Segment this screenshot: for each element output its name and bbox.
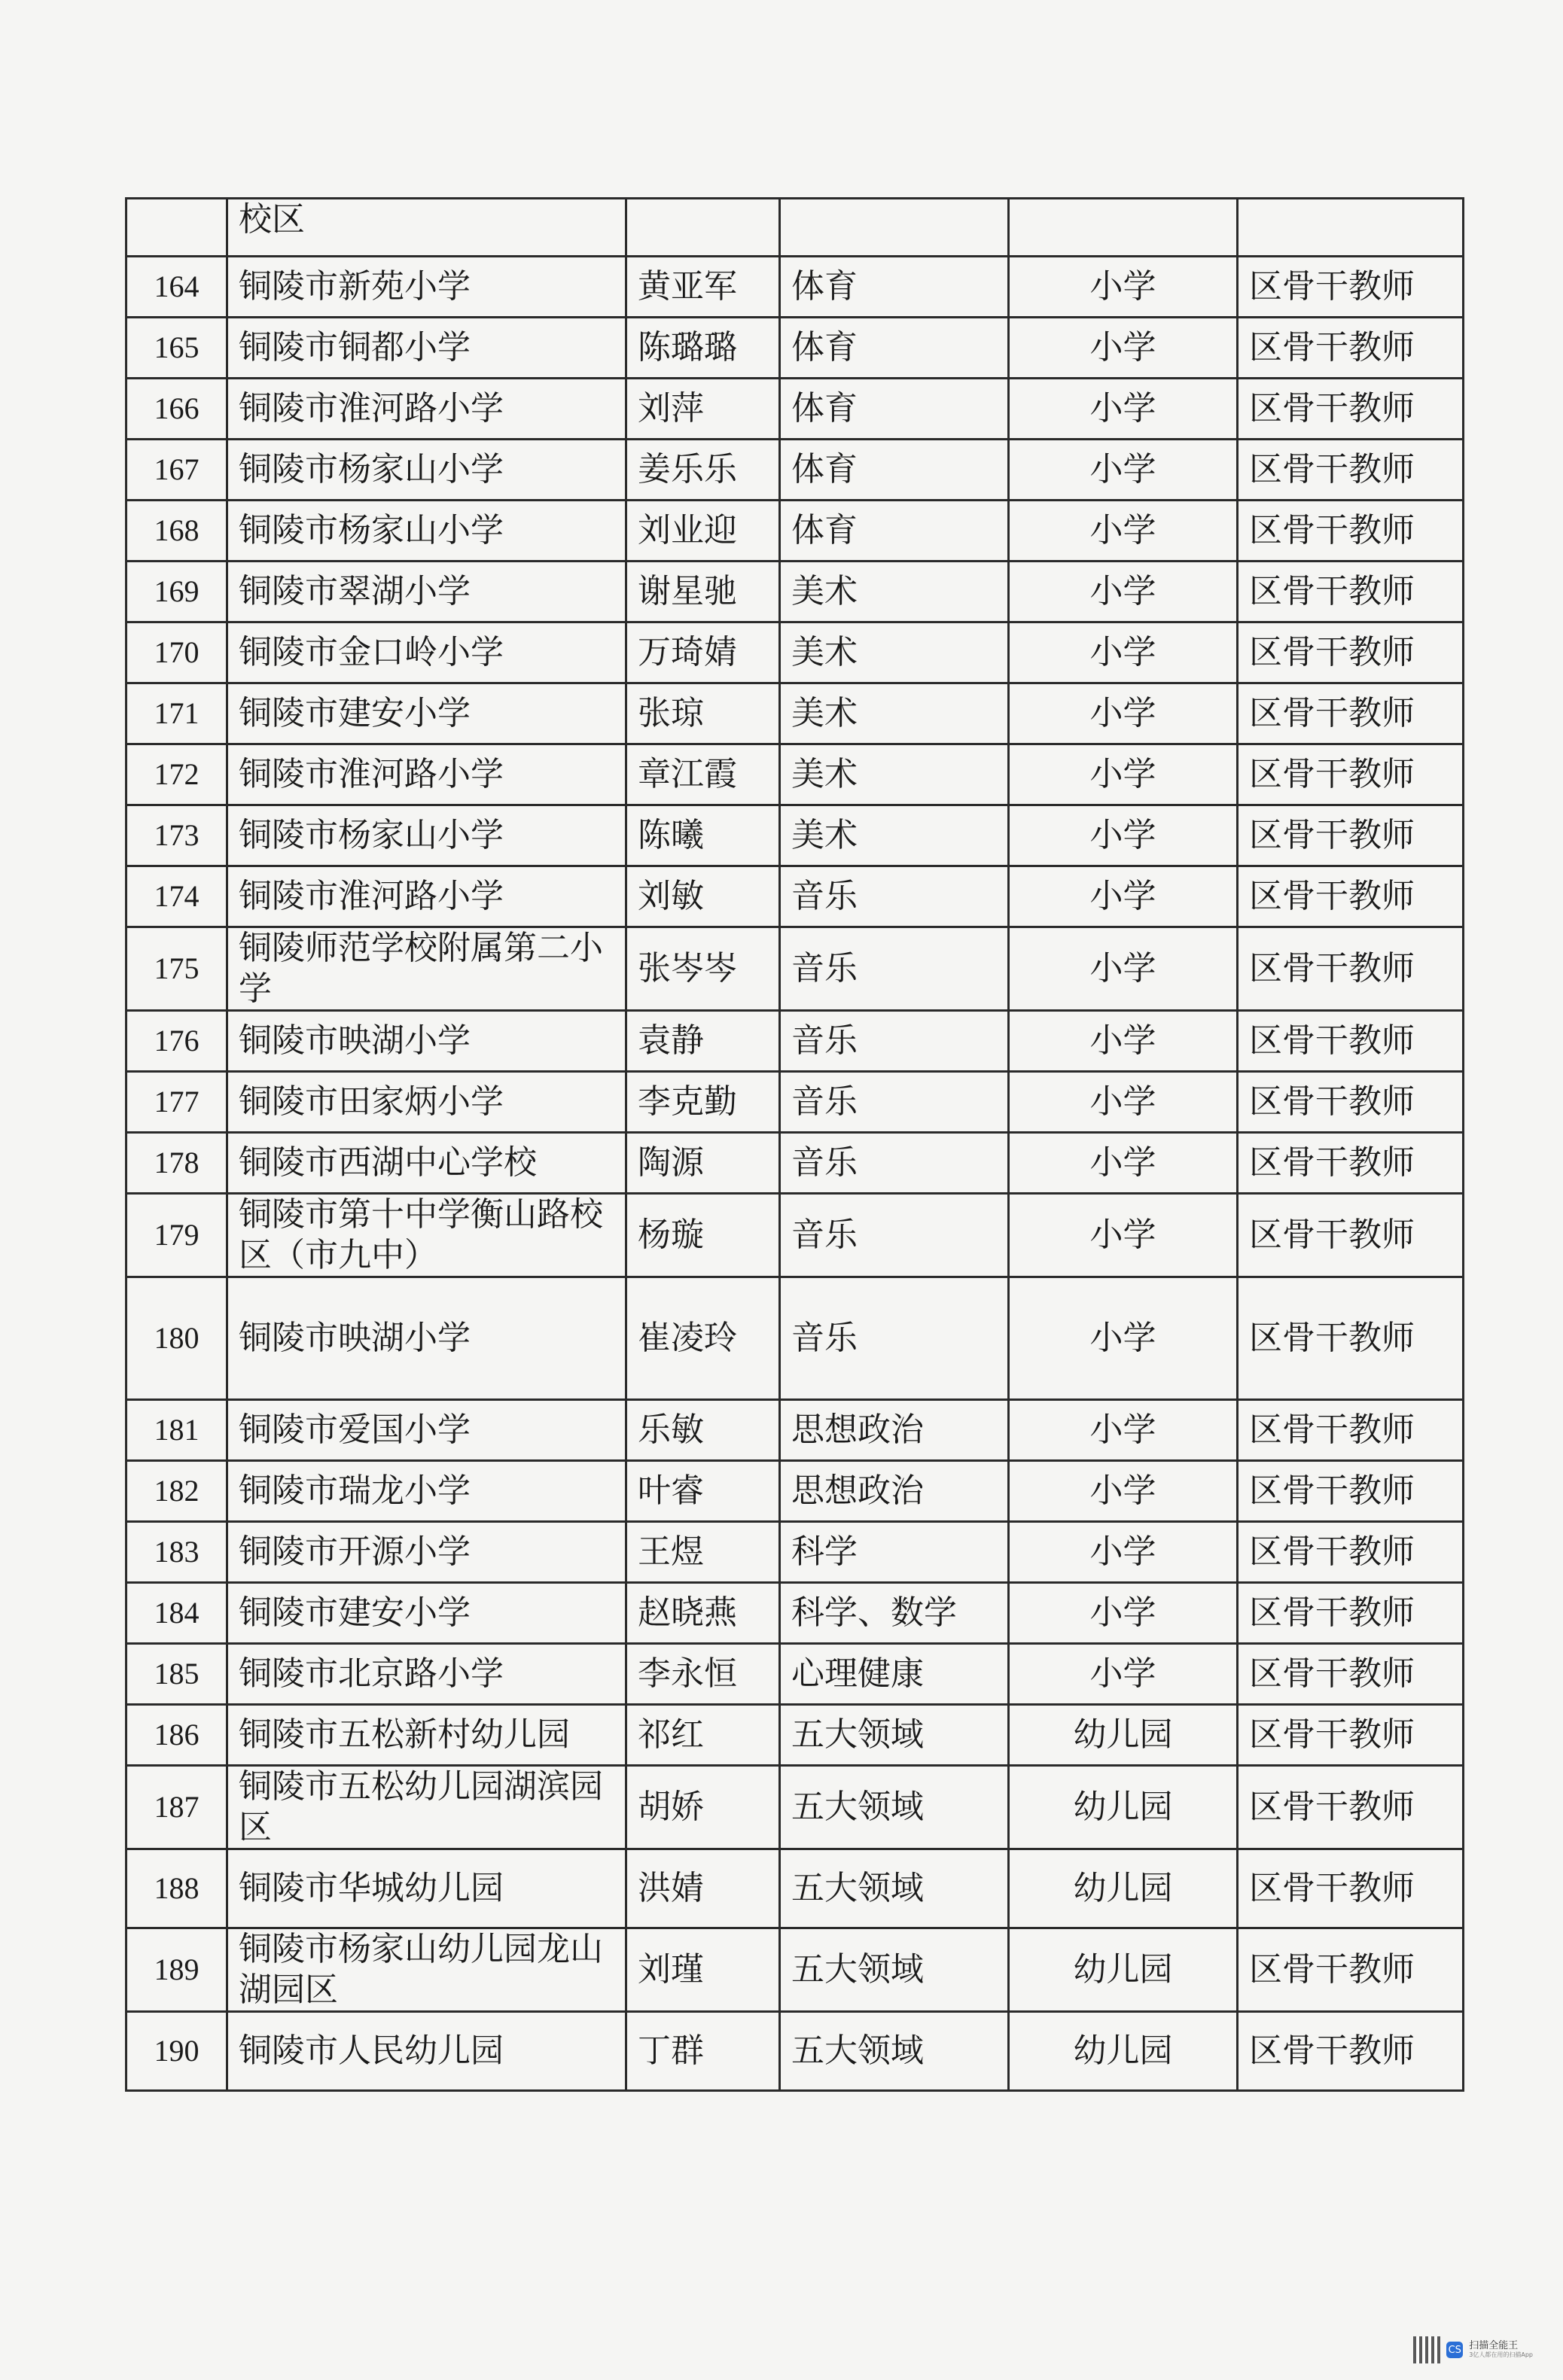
row-number-cell: 183 bbox=[126, 1522, 227, 1583]
teacher-name-cell: 刘业迎 bbox=[626, 501, 780, 562]
teacher-name-cell: 张琼 bbox=[626, 683, 780, 744]
school-name-cell: 铜陵市西湖中心学校 bbox=[227, 1133, 626, 1194]
table-row bbox=[126, 805, 1464, 866]
watermark-app-name: 扫描全能王 bbox=[1469, 2340, 1519, 2352]
table-row bbox=[126, 1705, 1464, 1766]
teacher-name-cell: 姜乐乐 bbox=[626, 440, 780, 501]
scanner-watermark bbox=[1413, 2336, 1533, 2363]
school-stage-cell: 小学 bbox=[1009, 562, 1238, 622]
school-name-cell: 铜陵市开源小学 bbox=[227, 1522, 626, 1583]
honor-title-cell: 区骨干教师 bbox=[1238, 1849, 1464, 1928]
school-stage-cell: 小学 bbox=[1009, 805, 1238, 866]
honor-title-cell bbox=[1238, 199, 1464, 257]
subject-cell: 科学、数学 bbox=[780, 1583, 1009, 1644]
school-stage-cell: 小学 bbox=[1009, 501, 1238, 562]
honor-title-cell: 区骨干教师 bbox=[1238, 1928, 1464, 2012]
honor-title-cell: 区骨干教师 bbox=[1238, 622, 1464, 683]
school-name-cell: 铜陵市瑞龙小学 bbox=[227, 1461, 626, 1522]
row-number-cell: 186 bbox=[126, 1705, 227, 1766]
table-row bbox=[126, 1133, 1464, 1194]
teacher-list-table bbox=[125, 197, 1464, 2092]
subject-cell: 五大领域 bbox=[780, 1928, 1009, 2012]
table-row bbox=[126, 2012, 1464, 2091]
subject-cell: 体育 bbox=[780, 257, 1009, 318]
subject-cell bbox=[780, 199, 1009, 257]
table-row bbox=[126, 683, 1464, 744]
row-number-cell: 167 bbox=[126, 440, 227, 501]
subject-cell: 体育 bbox=[780, 501, 1009, 562]
table-row bbox=[126, 1011, 1464, 1072]
honor-title-cell: 区骨干教师 bbox=[1238, 805, 1464, 866]
school-name-cell: 铜陵市杨家山小学 bbox=[227, 440, 626, 501]
teacher-name-cell: 谢星驰 bbox=[626, 562, 780, 622]
table-row bbox=[126, 1849, 1464, 1928]
table-row bbox=[126, 1644, 1464, 1705]
row-number-cell: 168 bbox=[126, 501, 227, 562]
row-number-cell: 174 bbox=[126, 866, 227, 927]
row-number-cell: 171 bbox=[126, 683, 227, 744]
school-stage-cell: 幼儿园 bbox=[1009, 1705, 1238, 1766]
table-row bbox=[126, 1194, 1464, 1277]
school-name-cell: 铜陵市北京路小学 bbox=[227, 1644, 626, 1705]
honor-title-cell: 区骨干教师 bbox=[1238, 927, 1464, 1011]
table-row bbox=[126, 199, 1464, 257]
row-number-cell: 179 bbox=[126, 1194, 227, 1277]
table-row bbox=[126, 927, 1464, 1011]
honor-title-cell: 区骨干教师 bbox=[1238, 440, 1464, 501]
teacher-name-cell: 陈曦 bbox=[626, 805, 780, 866]
school-name-cell: 铜陵市爱国小学 bbox=[227, 1400, 626, 1461]
school-stage-cell: 小学 bbox=[1009, 1072, 1238, 1133]
teacher-name-cell: 刘敏 bbox=[626, 866, 780, 927]
subject-cell: 五大领域 bbox=[780, 1705, 1009, 1766]
school-stage-cell: 小学 bbox=[1009, 1400, 1238, 1461]
row-number-cell: 164 bbox=[126, 257, 227, 318]
school-stage-cell: 小学 bbox=[1009, 1583, 1238, 1644]
school-stage-cell: 小学 bbox=[1009, 622, 1238, 683]
teacher-name-cell: 赵晓燕 bbox=[626, 1583, 780, 1644]
row-number-cell: 165 bbox=[126, 318, 227, 379]
teacher-name-cell: 崔凌玲 bbox=[626, 1277, 780, 1400]
row-number-cell: 166 bbox=[126, 379, 227, 440]
teacher-name-cell: 张岑岑 bbox=[626, 927, 780, 1011]
honor-title-cell: 区骨干教师 bbox=[1238, 1766, 1464, 1849]
subject-cell: 五大领域 bbox=[780, 1766, 1009, 1849]
teacher-name-cell: 万琦婧 bbox=[626, 622, 780, 683]
school-name-cell: 铜陵市淮河路小学 bbox=[227, 866, 626, 927]
teacher-name-cell: 陶源 bbox=[626, 1133, 780, 1194]
honor-title-cell: 区骨干教师 bbox=[1238, 1011, 1464, 1072]
row-number-cell: 180 bbox=[126, 1277, 227, 1400]
honor-title-cell: 区骨干教师 bbox=[1238, 1072, 1464, 1133]
subject-cell: 美术 bbox=[780, 744, 1009, 805]
table-row bbox=[126, 1583, 1464, 1644]
subject-cell: 音乐 bbox=[780, 866, 1009, 927]
school-stage-cell: 小学 bbox=[1009, 1277, 1238, 1400]
table-row bbox=[126, 1461, 1464, 1522]
row-number-cell: 170 bbox=[126, 622, 227, 683]
teacher-name-cell: 袁静 bbox=[626, 1011, 780, 1072]
school-name-cell: 铜陵市淮河路小学 bbox=[227, 744, 626, 805]
table-row bbox=[126, 562, 1464, 622]
subject-cell: 心理健康 bbox=[780, 1644, 1009, 1705]
subject-cell: 美术 bbox=[780, 622, 1009, 683]
honor-title-cell: 区骨干教师 bbox=[1238, 562, 1464, 622]
subject-cell: 音乐 bbox=[780, 1011, 1009, 1072]
row-number-cell: 182 bbox=[126, 1461, 227, 1522]
teacher-name-cell: 黄亚军 bbox=[626, 257, 780, 318]
school-name-cell: 铜陵市淮河路小学 bbox=[227, 379, 626, 440]
subject-cell: 美术 bbox=[780, 562, 1009, 622]
honor-title-cell: 区骨干教师 bbox=[1238, 866, 1464, 927]
row-number-cell: 178 bbox=[126, 1133, 227, 1194]
school-name-cell: 铜陵市人民幼儿园 bbox=[227, 2012, 626, 2091]
school-stage-cell: 小学 bbox=[1009, 1194, 1238, 1277]
teacher-name-cell: 乐敏 bbox=[626, 1400, 780, 1461]
teacher-name-cell: 叶睿 bbox=[626, 1461, 780, 1522]
subject-cell: 五大领域 bbox=[780, 2012, 1009, 2091]
row-number-cell bbox=[126, 199, 227, 257]
subject-cell: 音乐 bbox=[780, 1194, 1009, 1277]
row-number-cell: 172 bbox=[126, 744, 227, 805]
school-name-cell: 校区 bbox=[227, 199, 626, 257]
school-name-cell: 铜陵师范学校附属第二小学 bbox=[227, 927, 626, 1011]
table-row bbox=[126, 1522, 1464, 1583]
row-number-cell: 176 bbox=[126, 1011, 227, 1072]
subject-cell: 美术 bbox=[780, 683, 1009, 744]
row-number-cell: 188 bbox=[126, 1849, 227, 1928]
teacher-name-cell bbox=[626, 199, 780, 257]
table-row bbox=[126, 622, 1464, 683]
school-stage-cell: 小学 bbox=[1009, 744, 1238, 805]
teacher-name-cell: 章江霞 bbox=[626, 744, 780, 805]
table-row bbox=[126, 1766, 1464, 1849]
table-row bbox=[126, 1277, 1464, 1400]
table-row bbox=[126, 257, 1464, 318]
honor-title-cell: 区骨干教师 bbox=[1238, 1194, 1464, 1277]
honor-title-cell: 区骨干教师 bbox=[1238, 1644, 1464, 1705]
honor-title-cell: 区骨干教师 bbox=[1238, 1461, 1464, 1522]
honor-title-cell: 区骨干教师 bbox=[1238, 501, 1464, 562]
table-row bbox=[126, 318, 1464, 379]
school-stage-cell: 小学 bbox=[1009, 927, 1238, 1011]
school-name-cell: 铜陵市新苑小学 bbox=[227, 257, 626, 318]
row-number-cell: 177 bbox=[126, 1072, 227, 1133]
school-name-cell: 铜陵市杨家山小学 bbox=[227, 805, 626, 866]
school-name-cell: 铜陵市杨家山幼儿园龙山湖园区 bbox=[227, 1928, 626, 2012]
subject-cell: 五大领域 bbox=[780, 1849, 1009, 1928]
teacher-name-cell: 洪婧 bbox=[626, 1849, 780, 1928]
honor-title-cell: 区骨干教师 bbox=[1238, 1400, 1464, 1461]
app-logo-icon: CS bbox=[1446, 2342, 1463, 2358]
honor-title-cell: 区骨干教师 bbox=[1238, 683, 1464, 744]
row-number-cell: 181 bbox=[126, 1400, 227, 1461]
school-stage-cell: 小学 bbox=[1009, 1133, 1238, 1194]
subject-cell: 美术 bbox=[780, 805, 1009, 866]
school-name-cell: 铜陵市铜都小学 bbox=[227, 318, 626, 379]
teacher-name-cell: 丁群 bbox=[626, 2012, 780, 2091]
school-stage-cell: 小学 bbox=[1009, 379, 1238, 440]
school-stage-cell bbox=[1009, 199, 1238, 257]
honor-title-cell: 区骨干教师 bbox=[1238, 1522, 1464, 1583]
school-name-cell: 铜陵市五松新村幼儿园 bbox=[227, 1705, 626, 1766]
school-stage-cell: 幼儿园 bbox=[1009, 2012, 1238, 2091]
school-stage-cell: 幼儿园 bbox=[1009, 1849, 1238, 1928]
subject-cell: 体育 bbox=[780, 379, 1009, 440]
row-number-cell: 184 bbox=[126, 1583, 227, 1644]
row-number-cell: 175 bbox=[126, 927, 227, 1011]
subject-cell: 思想政治 bbox=[780, 1461, 1009, 1522]
row-number-cell: 189 bbox=[126, 1928, 227, 2012]
school-stage-cell: 小学 bbox=[1009, 318, 1238, 379]
school-name-cell: 铜陵市田家炳小学 bbox=[227, 1072, 626, 1133]
watermark-tagline: 3亿人都在用的扫描App bbox=[1469, 2351, 1533, 2358]
school-stage-cell: 幼儿园 bbox=[1009, 1928, 1238, 2012]
school-stage-cell: 小学 bbox=[1009, 1461, 1238, 1522]
subject-cell: 思想政治 bbox=[780, 1400, 1009, 1461]
teacher-name-cell: 刘萍 bbox=[626, 379, 780, 440]
school-name-cell: 铜陵市华城幼儿园 bbox=[227, 1849, 626, 1928]
school-stage-cell: 小学 bbox=[1009, 683, 1238, 744]
honor-title-cell: 区骨干教师 bbox=[1238, 2012, 1464, 2091]
school-name-cell: 铜陵市杨家山小学 bbox=[227, 501, 626, 562]
honor-title-cell: 区骨干教师 bbox=[1238, 257, 1464, 318]
school-name-cell: 铜陵市第十中学衡山路校区（市九中） bbox=[227, 1194, 626, 1277]
teacher-name-cell: 祁红 bbox=[626, 1705, 780, 1766]
subject-cell: 体育 bbox=[780, 440, 1009, 501]
teacher-name-cell: 刘瑾 bbox=[626, 1928, 780, 2012]
teacher-name-cell: 胡娇 bbox=[626, 1766, 780, 1849]
school-name-cell: 铜陵市建安小学 bbox=[227, 1583, 626, 1644]
school-name-cell: 铜陵市五松幼儿园湖滨园区 bbox=[227, 1766, 626, 1849]
school-name-cell: 铜陵市映湖小学 bbox=[227, 1011, 626, 1072]
school-name-cell: 铜陵市映湖小学 bbox=[227, 1277, 626, 1400]
teacher-name-cell: 陈璐璐 bbox=[626, 318, 780, 379]
subject-cell: 音乐 bbox=[780, 927, 1009, 1011]
honor-title-cell: 区骨干教师 bbox=[1238, 1277, 1464, 1400]
teacher-name-cell: 李永恒 bbox=[626, 1644, 780, 1705]
school-name-cell: 铜陵市翠湖小学 bbox=[227, 562, 626, 622]
subject-cell: 音乐 bbox=[780, 1133, 1009, 1194]
table-row bbox=[126, 379, 1464, 440]
row-number-cell: 190 bbox=[126, 2012, 227, 2091]
qr-code-icon bbox=[1413, 2336, 1440, 2363]
row-number-cell: 187 bbox=[126, 1766, 227, 1849]
subject-cell: 音乐 bbox=[780, 1072, 1009, 1133]
honor-title-cell: 区骨干教师 bbox=[1238, 1705, 1464, 1766]
table-row bbox=[126, 1928, 1464, 2012]
subject-cell: 科学 bbox=[780, 1522, 1009, 1583]
row-number-cell: 173 bbox=[126, 805, 227, 866]
school-stage-cell: 小学 bbox=[1009, 440, 1238, 501]
table-row bbox=[126, 744, 1464, 805]
honor-title-cell: 区骨干教师 bbox=[1238, 744, 1464, 805]
table-row bbox=[126, 440, 1464, 501]
school-stage-cell: 小学 bbox=[1009, 1522, 1238, 1583]
school-stage-cell: 小学 bbox=[1009, 1644, 1238, 1705]
subject-cell: 体育 bbox=[780, 318, 1009, 379]
honor-title-cell: 区骨干教师 bbox=[1238, 318, 1464, 379]
school-stage-cell: 小学 bbox=[1009, 866, 1238, 927]
honor-title-cell: 区骨干教师 bbox=[1238, 379, 1464, 440]
table-row bbox=[126, 1400, 1464, 1461]
school-name-cell: 铜陵市金口岭小学 bbox=[227, 622, 626, 683]
honor-title-cell: 区骨干教师 bbox=[1238, 1583, 1464, 1644]
table-row bbox=[126, 866, 1464, 927]
school-stage-cell: 小学 bbox=[1009, 1011, 1238, 1072]
school-stage-cell: 小学 bbox=[1009, 257, 1238, 318]
teacher-name-cell: 杨璇 bbox=[626, 1194, 780, 1277]
teacher-name-cell: 王煜 bbox=[626, 1522, 780, 1583]
row-number-cell: 185 bbox=[126, 1644, 227, 1705]
teacher-name-cell: 李克勤 bbox=[626, 1072, 780, 1133]
subject-cell: 音乐 bbox=[780, 1277, 1009, 1400]
row-number-cell: 169 bbox=[126, 562, 227, 622]
table-row bbox=[126, 501, 1464, 562]
school-stage-cell: 幼儿园 bbox=[1009, 1766, 1238, 1849]
school-name-cell: 铜陵市建安小学 bbox=[227, 683, 626, 744]
honor-title-cell: 区骨干教师 bbox=[1238, 1133, 1464, 1194]
table-row bbox=[126, 1072, 1464, 1133]
